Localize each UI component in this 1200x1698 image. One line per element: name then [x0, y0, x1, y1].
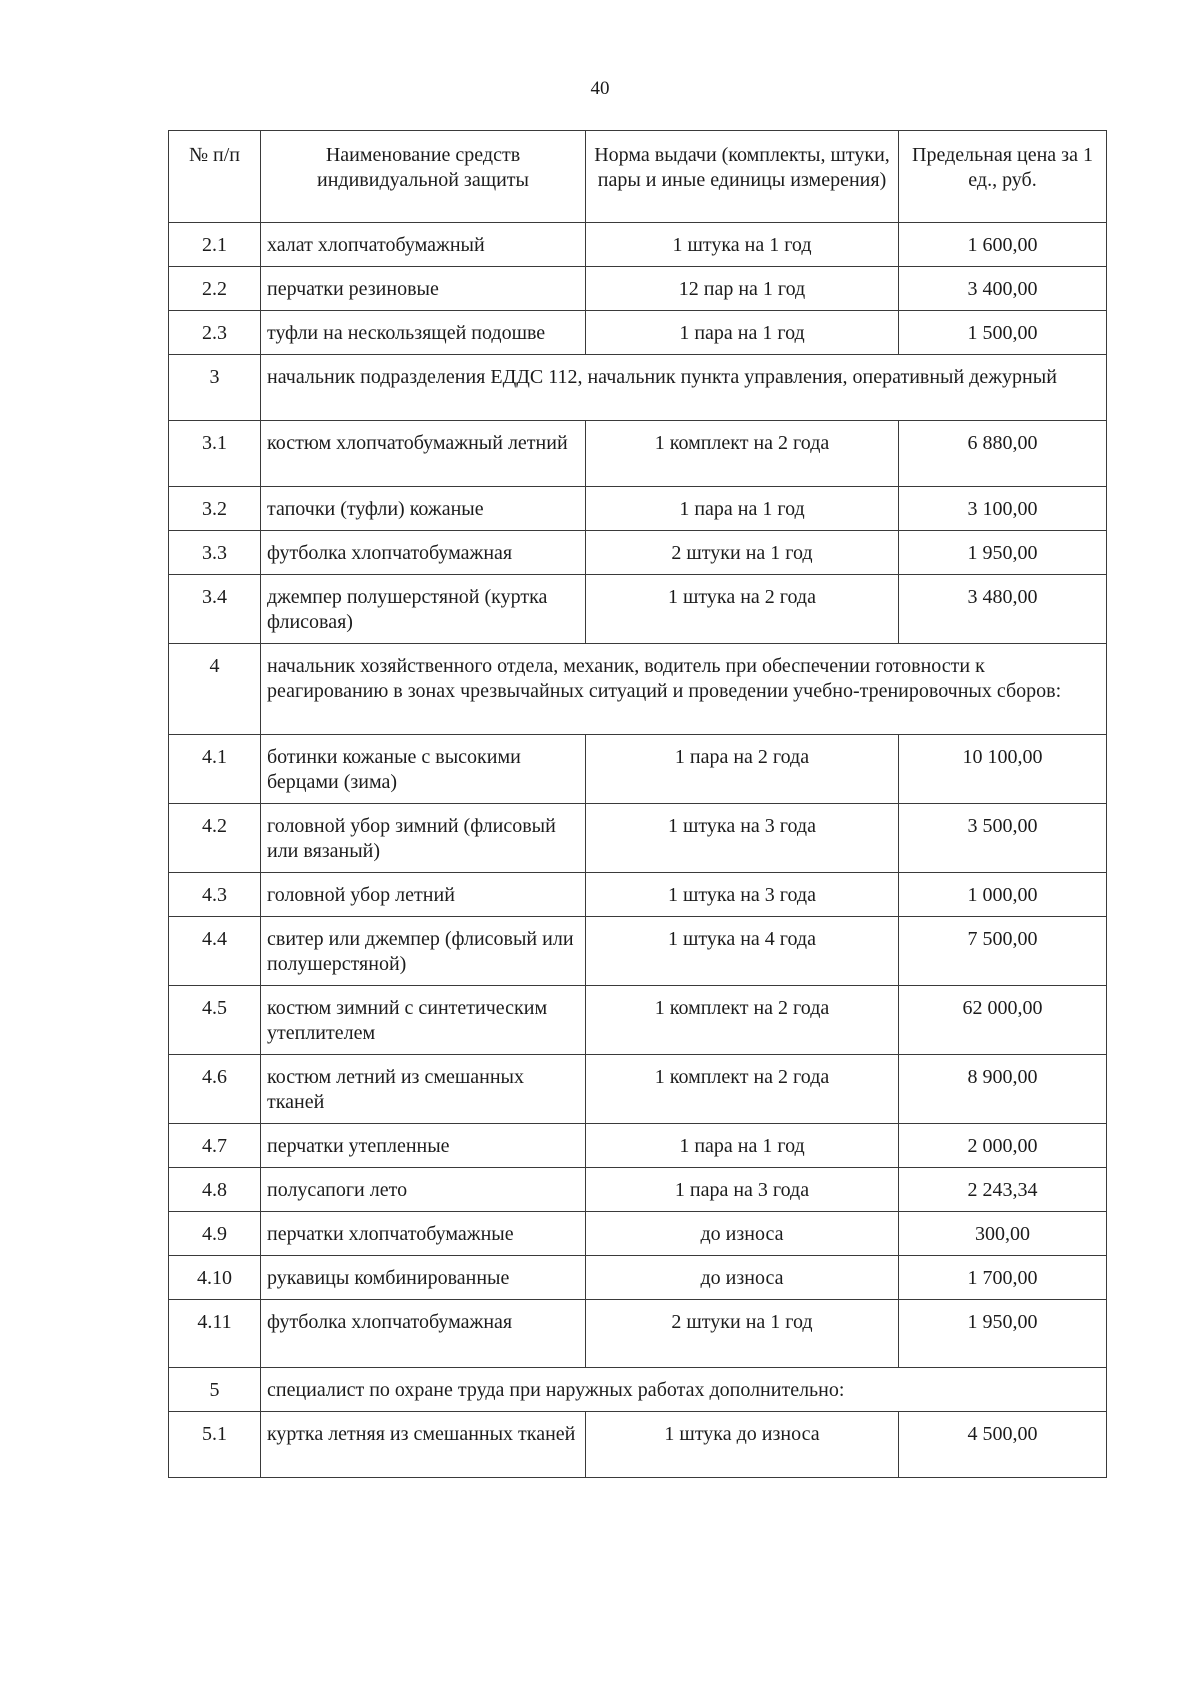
table-row	[169, 311, 1107, 355]
table-row	[169, 223, 1107, 267]
item-number: 4.1	[169, 735, 261, 804]
item-price: 1 600,00	[899, 223, 1107, 267]
item-name: перчатки резиновые	[261, 267, 586, 311]
item-norm: 2 штуки на 1 год	[586, 531, 899, 575]
item-name: тапочки (туфли) кожаные	[261, 487, 586, 531]
item-name: футболка хлопчатобумажная	[261, 1300, 586, 1368]
item-price: 3 400,00	[899, 267, 1107, 311]
item-norm: 2 штуки на 1 год	[586, 1300, 899, 1368]
section-row	[169, 644, 1107, 735]
item-price: 2 000,00	[899, 1124, 1107, 1168]
item-norm: 1 штука до износа	[586, 1412, 899, 1478]
table-row	[169, 421, 1107, 487]
table-row	[169, 1300, 1107, 1368]
item-name: костюм зимний с синтетическим утеплителем	[261, 986, 586, 1055]
item-price: 3 480,00	[899, 575, 1107, 644]
section-row	[169, 355, 1107, 421]
item-name: перчатки утепленные	[261, 1124, 586, 1168]
item-name: свитер или джемпер (флисовый или полушерстяной)	[261, 917, 586, 986]
ppe-norms-table	[168, 130, 1107, 1478]
table-row	[169, 873, 1107, 917]
item-price: 3 500,00	[899, 804, 1107, 873]
header-num: № п/п	[169, 131, 261, 223]
item-price: 8 900,00	[899, 1055, 1107, 1124]
item-number: 2.3	[169, 311, 261, 355]
section-title: специалист по охране труда при наружных работах дополнительно:	[261, 1368, 1107, 1412]
item-price: 300,00	[899, 1212, 1107, 1256]
table-row	[169, 1212, 1107, 1256]
item-price: 1 500,00	[899, 311, 1107, 355]
item-price: 62 000,00	[899, 986, 1107, 1055]
section-row	[169, 1368, 1107, 1412]
item-number: 4.4	[169, 917, 261, 986]
table-row	[169, 1256, 1107, 1300]
section-number: 4	[169, 644, 261, 735]
table-row	[169, 575, 1107, 644]
item-price: 1 700,00	[899, 1256, 1107, 1300]
item-norm: до износа	[586, 1256, 899, 1300]
table-row	[169, 531, 1107, 575]
item-price: 6 880,00	[899, 421, 1107, 487]
table-row	[169, 1055, 1107, 1124]
item-name: футболка хлопчатобумажная	[261, 531, 586, 575]
item-name: джемпер полушерстяной (куртка флисовая)	[261, 575, 586, 644]
item-price: 3 100,00	[899, 487, 1107, 531]
item-name: костюм летний из смешанных тканей	[261, 1055, 586, 1124]
item-name: перчатки хлопчатобумажные	[261, 1212, 586, 1256]
item-number: 4.8	[169, 1168, 261, 1212]
item-norm: 1 штука на 4 года	[586, 917, 899, 986]
header-price: Предельная цена за 1 ед., руб.	[899, 131, 1107, 223]
table-row	[169, 267, 1107, 311]
item-norm: 1 комплект на 2 года	[586, 1055, 899, 1124]
item-norm: 1 пара на 1 год	[586, 487, 899, 531]
item-number: 4.5	[169, 986, 261, 1055]
item-price: 1 950,00	[899, 1300, 1107, 1368]
item-price: 10 100,00	[899, 735, 1107, 804]
item-norm: 1 пара на 1 год	[586, 1124, 899, 1168]
item-name: головной убор летний	[261, 873, 586, 917]
table-row	[169, 1124, 1107, 1168]
section-title: начальник хозяйственного отдела, механик, водитель при обеспечении готовности к реагированию в зонах чрезвычайных ситуаций и проведении учебно-тренировочных сборов:	[261, 644, 1107, 735]
item-number: 4.9	[169, 1212, 261, 1256]
table-row	[169, 804, 1107, 873]
item-number: 5.1	[169, 1412, 261, 1478]
item-name: халат хлопчатобумажный	[261, 223, 586, 267]
item-norm: 1 пара на 2 года	[586, 735, 899, 804]
table-row	[169, 1412, 1107, 1478]
table-row	[169, 917, 1107, 986]
item-norm: 1 комплект на 2 года	[586, 986, 899, 1055]
item-name: полусапоги лето	[261, 1168, 586, 1212]
table-row	[169, 986, 1107, 1055]
item-norm: 12 пар на 1 год	[586, 267, 899, 311]
item-number: 4.10	[169, 1256, 261, 1300]
item-norm: 1 штука на 2 года	[586, 575, 899, 644]
item-number: 2.1	[169, 223, 261, 267]
item-name: рукавицы комбинированные	[261, 1256, 586, 1300]
item-norm: 1 пара на 1 год	[586, 311, 899, 355]
section-title: начальник подразделения ЕДДС 112, начальник пункта управления, оперативный дежурный	[261, 355, 1107, 421]
table-row	[169, 735, 1107, 804]
item-price: 1 000,00	[899, 873, 1107, 917]
table-row	[169, 1168, 1107, 1212]
item-number: 4.7	[169, 1124, 261, 1168]
item-norm: 1 штука на 3 года	[586, 804, 899, 873]
page-number: 40	[590, 78, 610, 99]
table-row	[169, 487, 1107, 531]
item-name: туфли на нескользящей подошве	[261, 311, 586, 355]
item-name: ботинки кожаные с высокими берцами (зима)	[261, 735, 586, 804]
item-price: 2 243,34	[899, 1168, 1107, 1212]
item-number: 4.11	[169, 1300, 261, 1368]
item-number: 3.2	[169, 487, 261, 531]
item-norm: до износа	[586, 1212, 899, 1256]
item-price: 4 500,00	[899, 1412, 1107, 1478]
item-number: 3.3	[169, 531, 261, 575]
item-name: костюм хлопчатобумажный летний	[261, 421, 586, 487]
item-number: 4.2	[169, 804, 261, 873]
section-number: 3	[169, 355, 261, 421]
item-name: головной убор зимний (флисовый или вязаный)	[261, 804, 586, 873]
header-norm: Норма выдачи (комплекты, штуки, пары и иные единицы измерения)	[586, 131, 899, 223]
item-norm: 1 штука на 1 год	[586, 223, 899, 267]
item-number: 3.1	[169, 421, 261, 487]
item-price: 1 950,00	[899, 531, 1107, 575]
item-norm: 1 пара на 3 года	[586, 1168, 899, 1212]
table-header-row	[169, 131, 1107, 223]
item-number: 4.3	[169, 873, 261, 917]
item-norm: 1 штука на 3 года	[586, 873, 899, 917]
section-number: 5	[169, 1368, 261, 1412]
table-body	[169, 223, 1107, 1478]
item-number: 3.4	[169, 575, 261, 644]
item-number: 2.2	[169, 267, 261, 311]
item-norm: 1 комплект на 2 года	[586, 421, 899, 487]
item-price: 7 500,00	[899, 917, 1107, 986]
item-number: 4.6	[169, 1055, 261, 1124]
header-name: Наименование средств индивидуальной защиты	[261, 131, 586, 223]
item-name: куртка летняя из смешанных тканей	[261, 1412, 586, 1478]
